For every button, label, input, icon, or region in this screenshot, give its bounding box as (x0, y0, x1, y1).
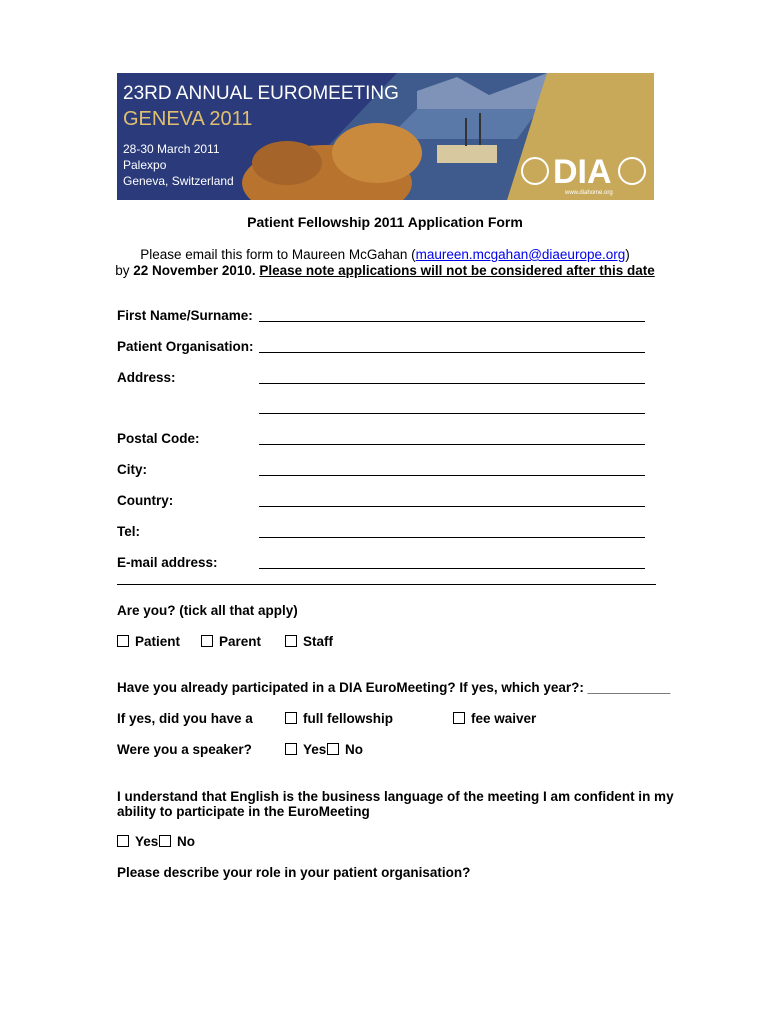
section-divider (117, 584, 656, 585)
organisation-label: Patient Organisation: (117, 339, 254, 354)
name-label: First Name/Surname: (117, 308, 253, 323)
city-field[interactable] (259, 475, 645, 476)
city-label: City: (117, 462, 147, 477)
tel-label: Tel: (117, 524, 140, 539)
patient-checkbox[interactable] (117, 635, 129, 647)
speaker-no-checkbox[interactable] (327, 743, 339, 755)
fee-waiver-label: fee waiver (471, 711, 537, 726)
fellowship-question: If yes, did you have a (117, 711, 253, 726)
contact-email-link[interactable]: maureen.mcgahan@diaeurope.org (415, 247, 626, 262)
deadline-date: 22 November 2010. (133, 263, 256, 278)
banner-graphic (117, 73, 654, 200)
event-banner (117, 73, 654, 200)
deadline-by: by (115, 263, 134, 278)
language-no-label: No (177, 834, 195, 849)
deadline-note: Please note applications will not be considered after this date (259, 263, 655, 278)
banner-dates: 28-30 March 2011 (123, 142, 220, 156)
speaker-yes-label: Yes (303, 742, 327, 757)
language-statement-line2: ability to participate in the EuroMeeting (117, 804, 370, 819)
staff-checkbox[interactable] (285, 635, 297, 647)
role-description-question: Please describe your role in your patient organisation? (117, 865, 471, 880)
address-field-line1[interactable] (259, 383, 645, 384)
postal-code-field[interactable] (259, 444, 645, 445)
speaker-yes-checkbox[interactable] (285, 743, 297, 755)
speaker-no-label: No (345, 742, 363, 757)
banner-city: Geneva, Switzerland (123, 174, 234, 188)
fee-waiver-checkbox[interactable] (453, 712, 465, 724)
patient-option-label: Patient (135, 634, 181, 649)
country-field[interactable] (259, 506, 645, 507)
banner-location: GENEVA 2011 (123, 108, 253, 130)
address-label: Address: (117, 370, 176, 385)
language-yes-checkbox[interactable] (117, 835, 129, 847)
email-instruction (0, 247, 770, 262)
dia-logo: DIA (553, 153, 612, 191)
form-title: Patient Fellowship 2011 Application Form (247, 214, 523, 230)
instruction-prefix: Please email this form to Maureen McGahan ( (140, 247, 416, 262)
address-field-line2[interactable] (259, 413, 645, 414)
full-fellowship-checkbox[interactable] (285, 712, 297, 724)
role-question: Are you? (tick all that apply) (117, 603, 298, 618)
participation-question: Have you already participated in a DIA EuroMeeting? If yes, which year?: ___________ (117, 680, 671, 695)
name-field[interactable] (259, 321, 645, 322)
full-fellowship-label: full fellowship (303, 711, 393, 726)
speaker-question: Were you a speaker? (117, 742, 252, 757)
staff-option-label: Staff (303, 634, 333, 649)
postal-code-label: Postal Code: (117, 431, 200, 446)
parent-checkbox[interactable] (201, 635, 213, 647)
language-yes-label: Yes (135, 834, 159, 849)
language-no-checkbox[interactable] (159, 835, 171, 847)
email-field[interactable] (259, 568, 645, 569)
tel-field[interactable] (259, 537, 645, 538)
parent-option-label: Parent (219, 634, 262, 649)
organisation-field[interactable] (259, 352, 645, 353)
deadline-line (0, 263, 770, 278)
banner-venue: Palexpo (123, 158, 167, 172)
email-label: E-mail address: (117, 555, 218, 570)
instruction-suffix: ) (625, 247, 630, 262)
banner-title: 23RD ANNUAL EUROMEETING (123, 83, 399, 104)
country-label: Country: (117, 493, 174, 508)
language-statement-line1: I understand that English is the business language of the meeting I am confident in my (117, 789, 674, 804)
banner-website: www.diahome.org (565, 190, 613, 196)
